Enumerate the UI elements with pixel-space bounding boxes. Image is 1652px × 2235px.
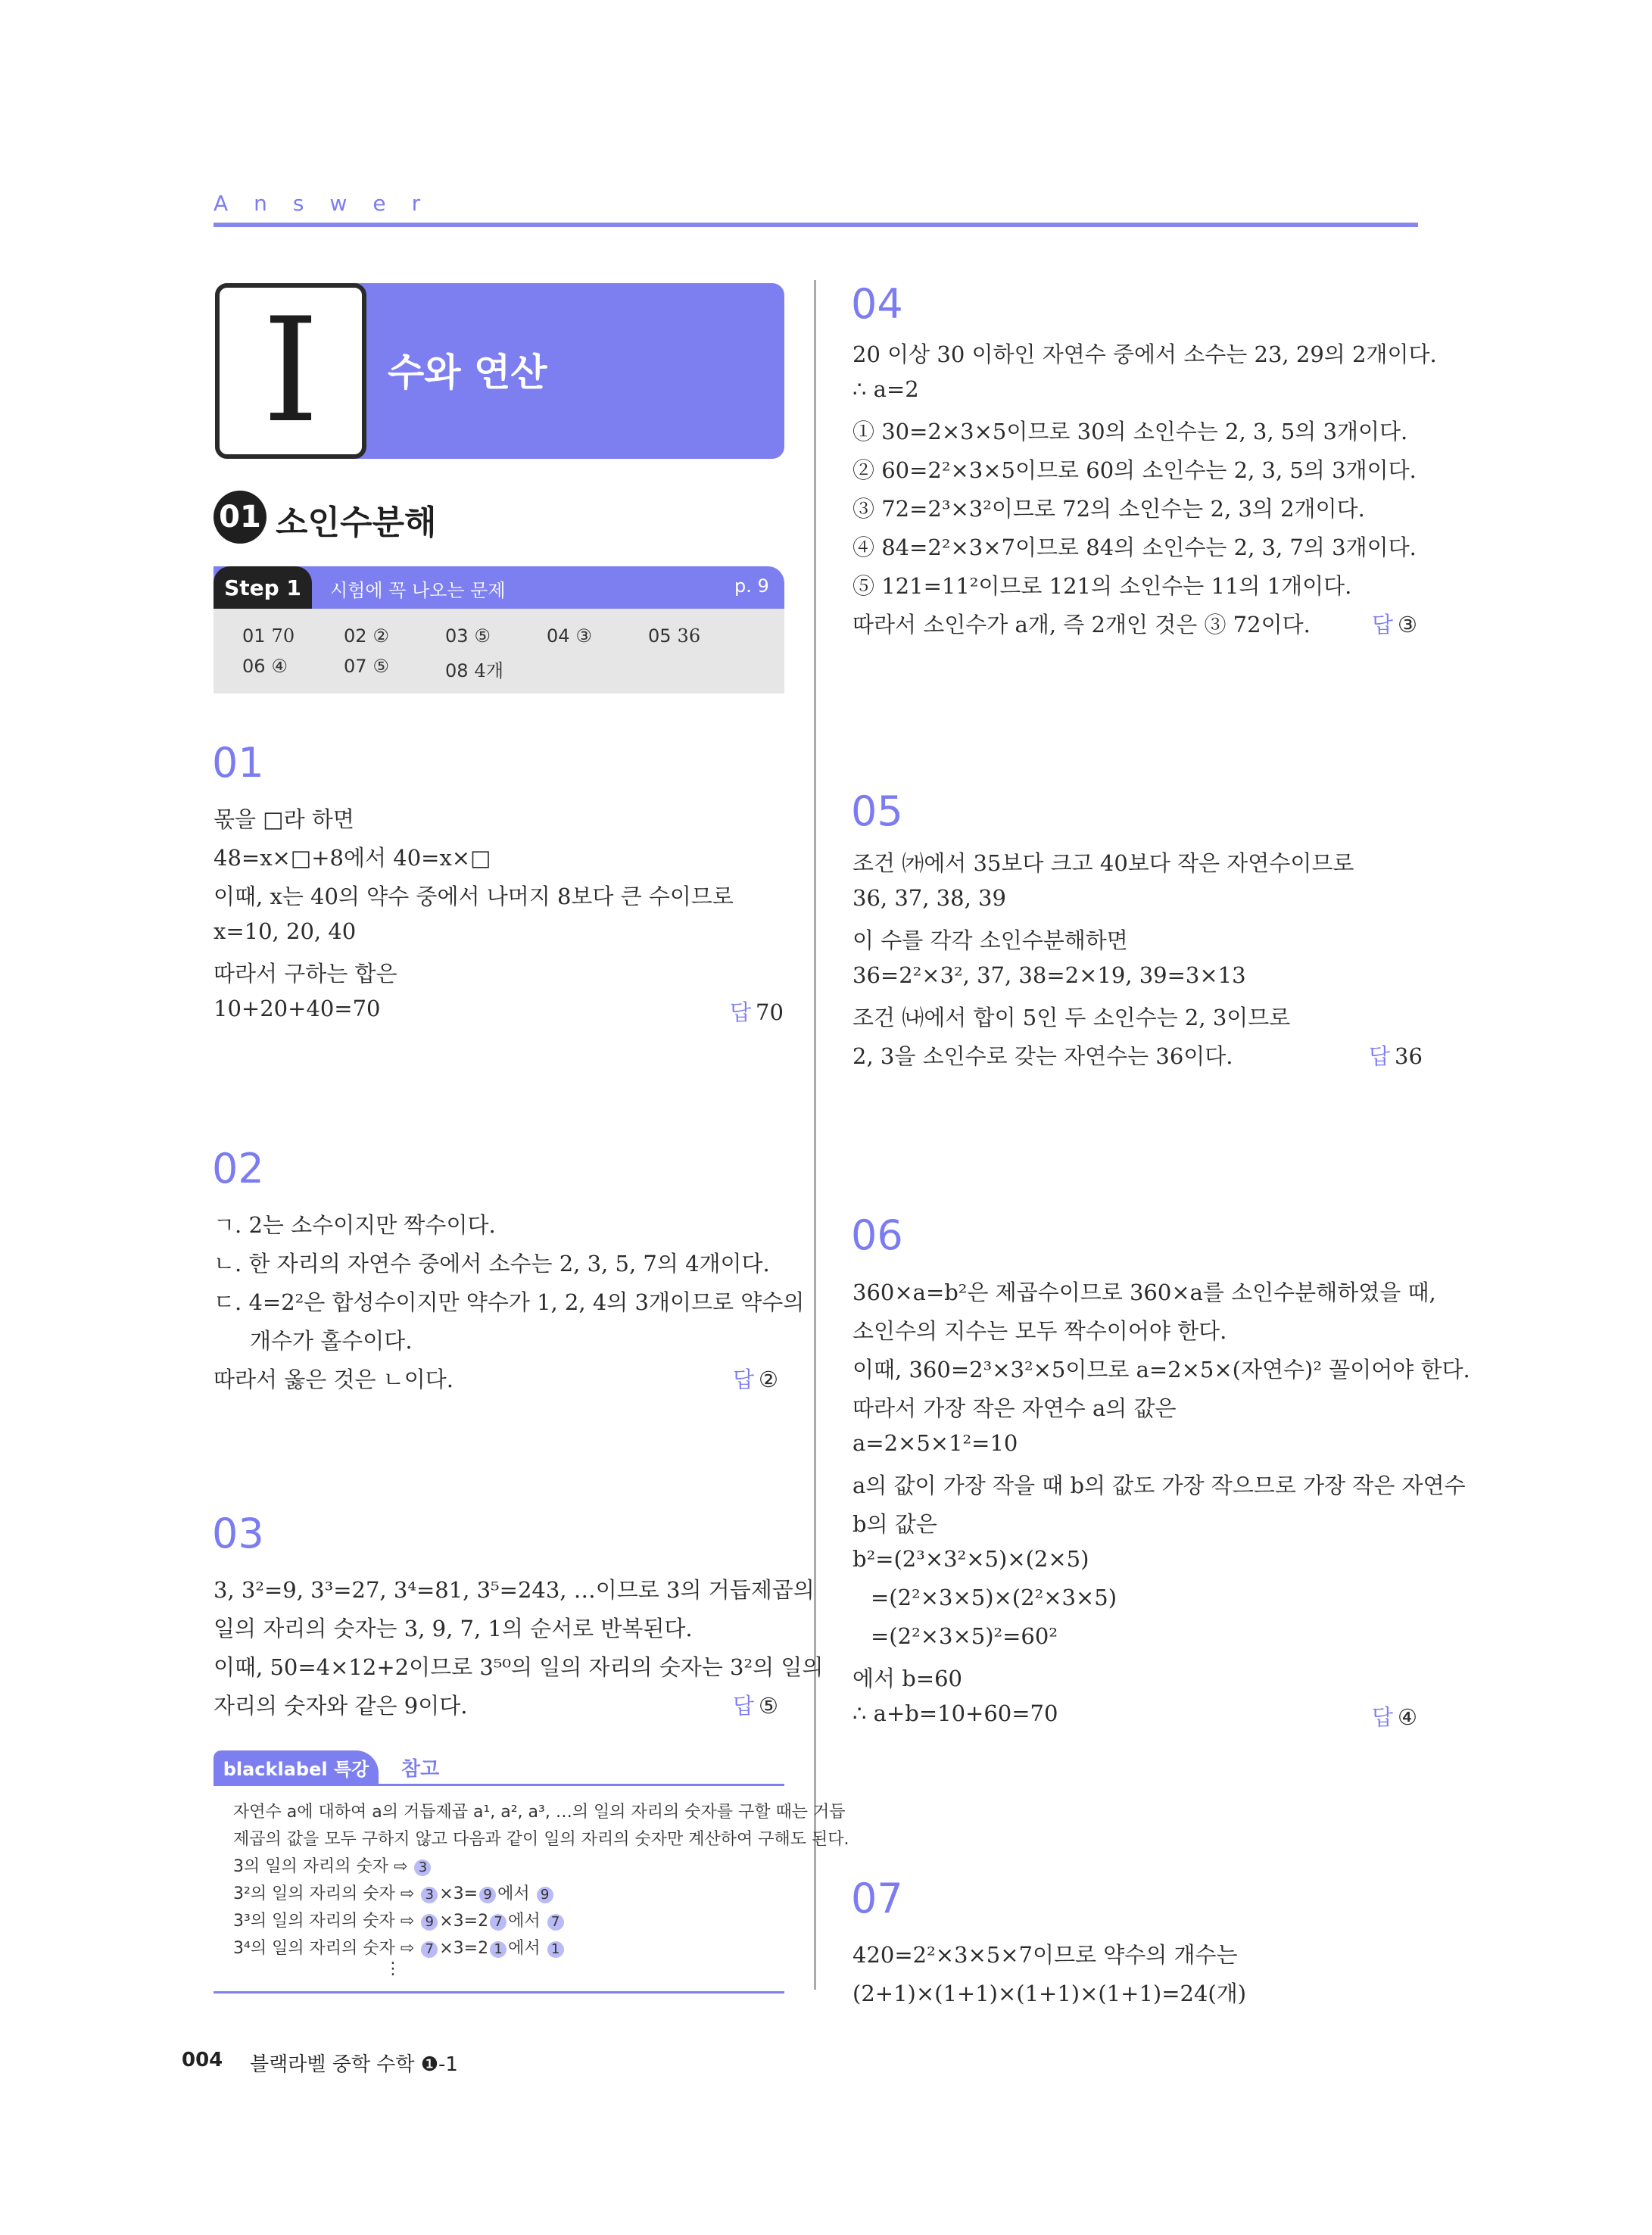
solution-line: ② 60=2²×3×5이므로 60의 소인수는 2, 3, 5의 3개이다. xyxy=(852,457,1417,483)
solution-line: ∴ a=2 xyxy=(852,376,919,402)
solution-line: ③ 72=2³×3²이므로 72의 소인수는 2, 3의 2개이다. xyxy=(852,496,1365,522)
solution-line: 10+20+40=70 xyxy=(214,996,381,1021)
answer-value: 70 xyxy=(756,999,784,1025)
quick-answer xyxy=(242,625,295,647)
highlight-digit: 1 xyxy=(490,1941,507,1958)
solution-line: b²=(2³×3²×5)×(2×5) xyxy=(852,1546,1089,1572)
solution-line: a=2×5×1²=10 xyxy=(852,1430,1018,1456)
highlight-digit: 9 xyxy=(537,1887,553,1903)
solution-line: 36=2²×3², 37, 38=2×19, 39=3×13 xyxy=(852,962,1246,988)
final-answer xyxy=(733,1363,778,1394)
quick-answer-num: 01 xyxy=(242,625,266,647)
solution-line: 조건 ㈏에서 합이 5인 두 소인수는 2, 3이므로 xyxy=(852,1005,1291,1030)
solution-line: =(2²×3×5)²=60² xyxy=(871,1623,1058,1649)
chapter-title: 수와 연산 xyxy=(388,351,547,394)
quick-answer-num: 03 xyxy=(445,625,469,647)
blacklabel-row xyxy=(233,1853,432,1877)
row-post: 에서 xyxy=(508,1912,541,1931)
solution-line: 따라서 구하는 합은 xyxy=(214,961,397,987)
quick-answer-num: 05 xyxy=(648,625,672,647)
section-title: 소인수분해 xyxy=(276,503,437,542)
solution-line: 따라서 소인수가 a개, 즉 2개인 것은 ③ 72이다. xyxy=(852,612,1311,637)
solution-line: ① 30=2×3×5이므로 30의 소인수는 2, 3, 5의 3개이다. xyxy=(852,419,1408,444)
highlight-digit: 3 xyxy=(421,1887,438,1903)
solution-line: ④ 84=2²×3×7이므로 84의 소인수는 2, 3, 7의 3개이다. xyxy=(852,535,1417,560)
solution-line: 이때, 50=4×12+2이므로 3⁵⁰의 일의 자리의 숫자는 3²의 일의 xyxy=(214,1654,824,1680)
solution-line: 조건 ㈎에서 35보다 크고 40보다 작은 자연수이므로 xyxy=(852,850,1354,876)
solution-line: (2+1)×(1+1)×(1+1)×(1+1)=24(개) xyxy=(852,1981,1247,2006)
solution-line: 따라서 옳은 것은 ㄴ이다. xyxy=(214,1367,454,1392)
blacklabel-rule-bottom xyxy=(214,1991,784,1993)
highlight-digit: 9 xyxy=(421,1914,438,1931)
chapter-numeral: I xyxy=(215,283,366,459)
solution-line: 이때, x는 40의 약수 중에서 나머지 8보다 큰 수이므로 xyxy=(214,884,734,909)
column-divider xyxy=(814,280,816,1990)
solution-line: 3, 3²=9, 3³=27, 3⁴=81, 3⁵=243, …이므로 3의 거듭제곱의 xyxy=(214,1577,815,1603)
quick-answer xyxy=(445,625,491,647)
quick-answer-num: 02 xyxy=(344,625,367,647)
quick-answer xyxy=(648,625,700,647)
quick-answer-num: 04 xyxy=(547,625,570,647)
step-label: Step 1 xyxy=(214,566,312,609)
answer-tag: 답 xyxy=(730,999,752,1025)
solution-line: ㄴ. 한 자리의 자연수 중에서 소수는 2, 3, 5, 7의 4개이다. xyxy=(214,1251,770,1276)
row-expr: ×3=2 xyxy=(439,1939,489,1958)
blacklabel-row xyxy=(233,1908,566,1931)
section-number-badge: 01 xyxy=(214,491,267,544)
answer-value: ⑤ xyxy=(759,1693,779,1719)
blacklabel-ellipsis: ⋮ xyxy=(385,1959,401,1978)
solution-line: ∴ a+b=10+60=70 xyxy=(852,1700,1058,1726)
answer-value: ③ xyxy=(1398,612,1418,637)
solution-line: =(2²×3×5)×(2²×3×5) xyxy=(871,1585,1117,1610)
page-number: 004 xyxy=(182,2049,223,2071)
row-expr: ×3= xyxy=(439,1884,478,1903)
solution-line: 따라서 가장 작은 자연수 a의 값은 xyxy=(852,1395,1177,1421)
solution-line: a의 값이 가장 작을 때 b의 값도 가장 작으므로 가장 작은 자연수 xyxy=(852,1473,1466,1498)
solution-line: 몫을 □라 하면 xyxy=(214,806,354,832)
quick-answer xyxy=(547,625,592,647)
row-label: 3²의 일의 자리의 숫자 ⇨ xyxy=(233,1884,415,1903)
final-answer xyxy=(1372,1700,1417,1732)
problem-number: 05 xyxy=(851,787,903,835)
answer-value: ④ xyxy=(1398,1704,1418,1730)
answer-tag: 답 xyxy=(733,1693,755,1719)
highlight-digit: 7 xyxy=(421,1941,438,1958)
blacklabel-intro: 제곱의 값을 모두 구하지 않고 다음과 같이 일의 자리의 숫자만 계산하여 구해도 된다. xyxy=(233,1830,849,1849)
highlight-digit: 7 xyxy=(490,1914,507,1931)
problem-number: 07 xyxy=(851,1875,903,1922)
blacklabel-ref: 참고 xyxy=(401,1758,440,1781)
solution-line: 420=2²×3×5×7이므로 약수의 개수는 xyxy=(852,1942,1238,1968)
step-description: 시험에 꼭 나오는 문제 xyxy=(330,580,506,601)
solution-line: 48=x×□+8에서 40=x×□ xyxy=(214,845,491,871)
problem-number: 04 xyxy=(851,280,903,328)
quick-answer xyxy=(445,656,503,682)
step-page-ref: p. 9 xyxy=(734,575,769,597)
running-head: Answer xyxy=(214,191,447,216)
quick-answer-value: ③ xyxy=(575,625,593,647)
solution-line: 자리의 숫자와 같은 9이다. xyxy=(214,1693,468,1719)
quick-answer-value: ② xyxy=(372,625,390,647)
answer-tag: 답 xyxy=(1369,1043,1391,1069)
quick-answer-value: 4개 xyxy=(474,660,504,681)
row-label: 3³의 일의 자리의 숫자 ⇨ xyxy=(233,1912,415,1931)
answer-value: ② xyxy=(759,1367,779,1392)
row-label: 3의 일의 자리의 숫자 ⇨ xyxy=(233,1857,408,1876)
row-expr: ×3=2 xyxy=(439,1912,489,1931)
row-label: 3⁴의 일의 자리의 숫자 ⇨ xyxy=(233,1939,415,1958)
final-answer xyxy=(733,1689,778,1720)
blacklabel-tab: blacklabel 특강 xyxy=(214,1750,379,1784)
quick-answer xyxy=(344,656,389,677)
answer-tag: 답 xyxy=(733,1367,755,1392)
final-answer xyxy=(1372,608,1417,639)
solution-line: ⑤ 121=11²이므로 121의 소인수는 11의 1개이다. xyxy=(852,573,1352,599)
quick-answer-value: ④ xyxy=(271,656,288,677)
quick-answer xyxy=(344,625,389,647)
solution-line: 2, 3을 소인수로 갖는 자연수는 36이다. xyxy=(852,1043,1233,1069)
blacklabel-intro: 자연수 a에 대하여 a의 거듭제곱 a¹, a², a³, …의 일의 자리의 숫자를 구할 때는 거듭 xyxy=(233,1803,846,1822)
solution-line: ㄱ. 2는 소수이지만 짝수이다. xyxy=(214,1212,496,1238)
row-post: 에서 xyxy=(497,1884,530,1903)
solution-line: 에서 b=60 xyxy=(852,1666,963,1691)
problem-number: 06 xyxy=(851,1211,903,1259)
answer-tag: 답 xyxy=(1372,1704,1394,1730)
solution-line: x=10, 20, 40 xyxy=(214,918,357,944)
row-post: 에서 xyxy=(508,1939,541,1958)
problem-number: 02 xyxy=(212,1145,264,1192)
solution-line: ㄷ. 4=2²은 합성수이지만 약수가 1, 2, 4의 3개이므로 약수의 xyxy=(214,1289,805,1315)
quick-answer-value: ⑤ xyxy=(372,656,390,677)
quick-answer-value: ⑤ xyxy=(474,625,491,647)
problem-number: 01 xyxy=(212,739,264,787)
solution-line: 360×a=b²은 제곱수이므로 360×a를 소인수분해하였을 때, xyxy=(852,1280,1436,1305)
solution-line: b의 값은 xyxy=(852,1511,937,1537)
answer-tag: 답 xyxy=(1372,612,1394,637)
blacklabel-row xyxy=(233,1935,566,1959)
quick-answer-num: 07 xyxy=(344,656,367,677)
highlight-digit: 1 xyxy=(547,1941,564,1958)
final-answer xyxy=(730,996,784,1027)
quick-answer-value: 36 xyxy=(677,625,701,647)
quick-answer-num: 08 xyxy=(445,660,469,681)
quick-answer-value: 70 xyxy=(271,625,295,647)
highlight-digit: 3 xyxy=(414,1859,431,1876)
answer-value: 36 xyxy=(1395,1043,1423,1069)
quick-answer-num: 06 xyxy=(242,656,266,677)
solution-line: 이 수를 각각 소인수분해하면 xyxy=(852,927,1128,953)
problem-number: 03 xyxy=(212,1510,264,1557)
solution-line: 일의 자리의 숫자는 3, 9, 7, 1의 순서로 반복된다. xyxy=(214,1616,693,1641)
solution-line: 36, 37, 38, 39 xyxy=(852,885,1006,911)
book-title: 블랙라벨 중학 수학 ❶-1 xyxy=(250,2053,458,2076)
solution-line: 20 이상 30 이하인 자연수 중에서 소수는 23, 29의 2개이다. xyxy=(852,341,1437,367)
blacklabel-row xyxy=(233,1881,555,1904)
highlight-digit: 7 xyxy=(547,1914,564,1931)
solution-line: 개수가 홀수이다. xyxy=(250,1328,413,1354)
solution-line: 소인수의 지수는 모두 짝수이어야 한다. xyxy=(852,1318,1227,1344)
highlight-digit: 9 xyxy=(479,1887,496,1903)
top-rule xyxy=(214,223,1418,227)
blacklabel-rule-top xyxy=(214,1784,784,1786)
solution-line: 이때, 360=2³×3²×5이므로 a=2×5×(자연수)² 꼴이어야 한다. xyxy=(852,1357,1470,1382)
final-answer xyxy=(1369,1040,1423,1071)
quick-answer xyxy=(242,656,288,677)
step-answer-panel xyxy=(214,609,784,694)
